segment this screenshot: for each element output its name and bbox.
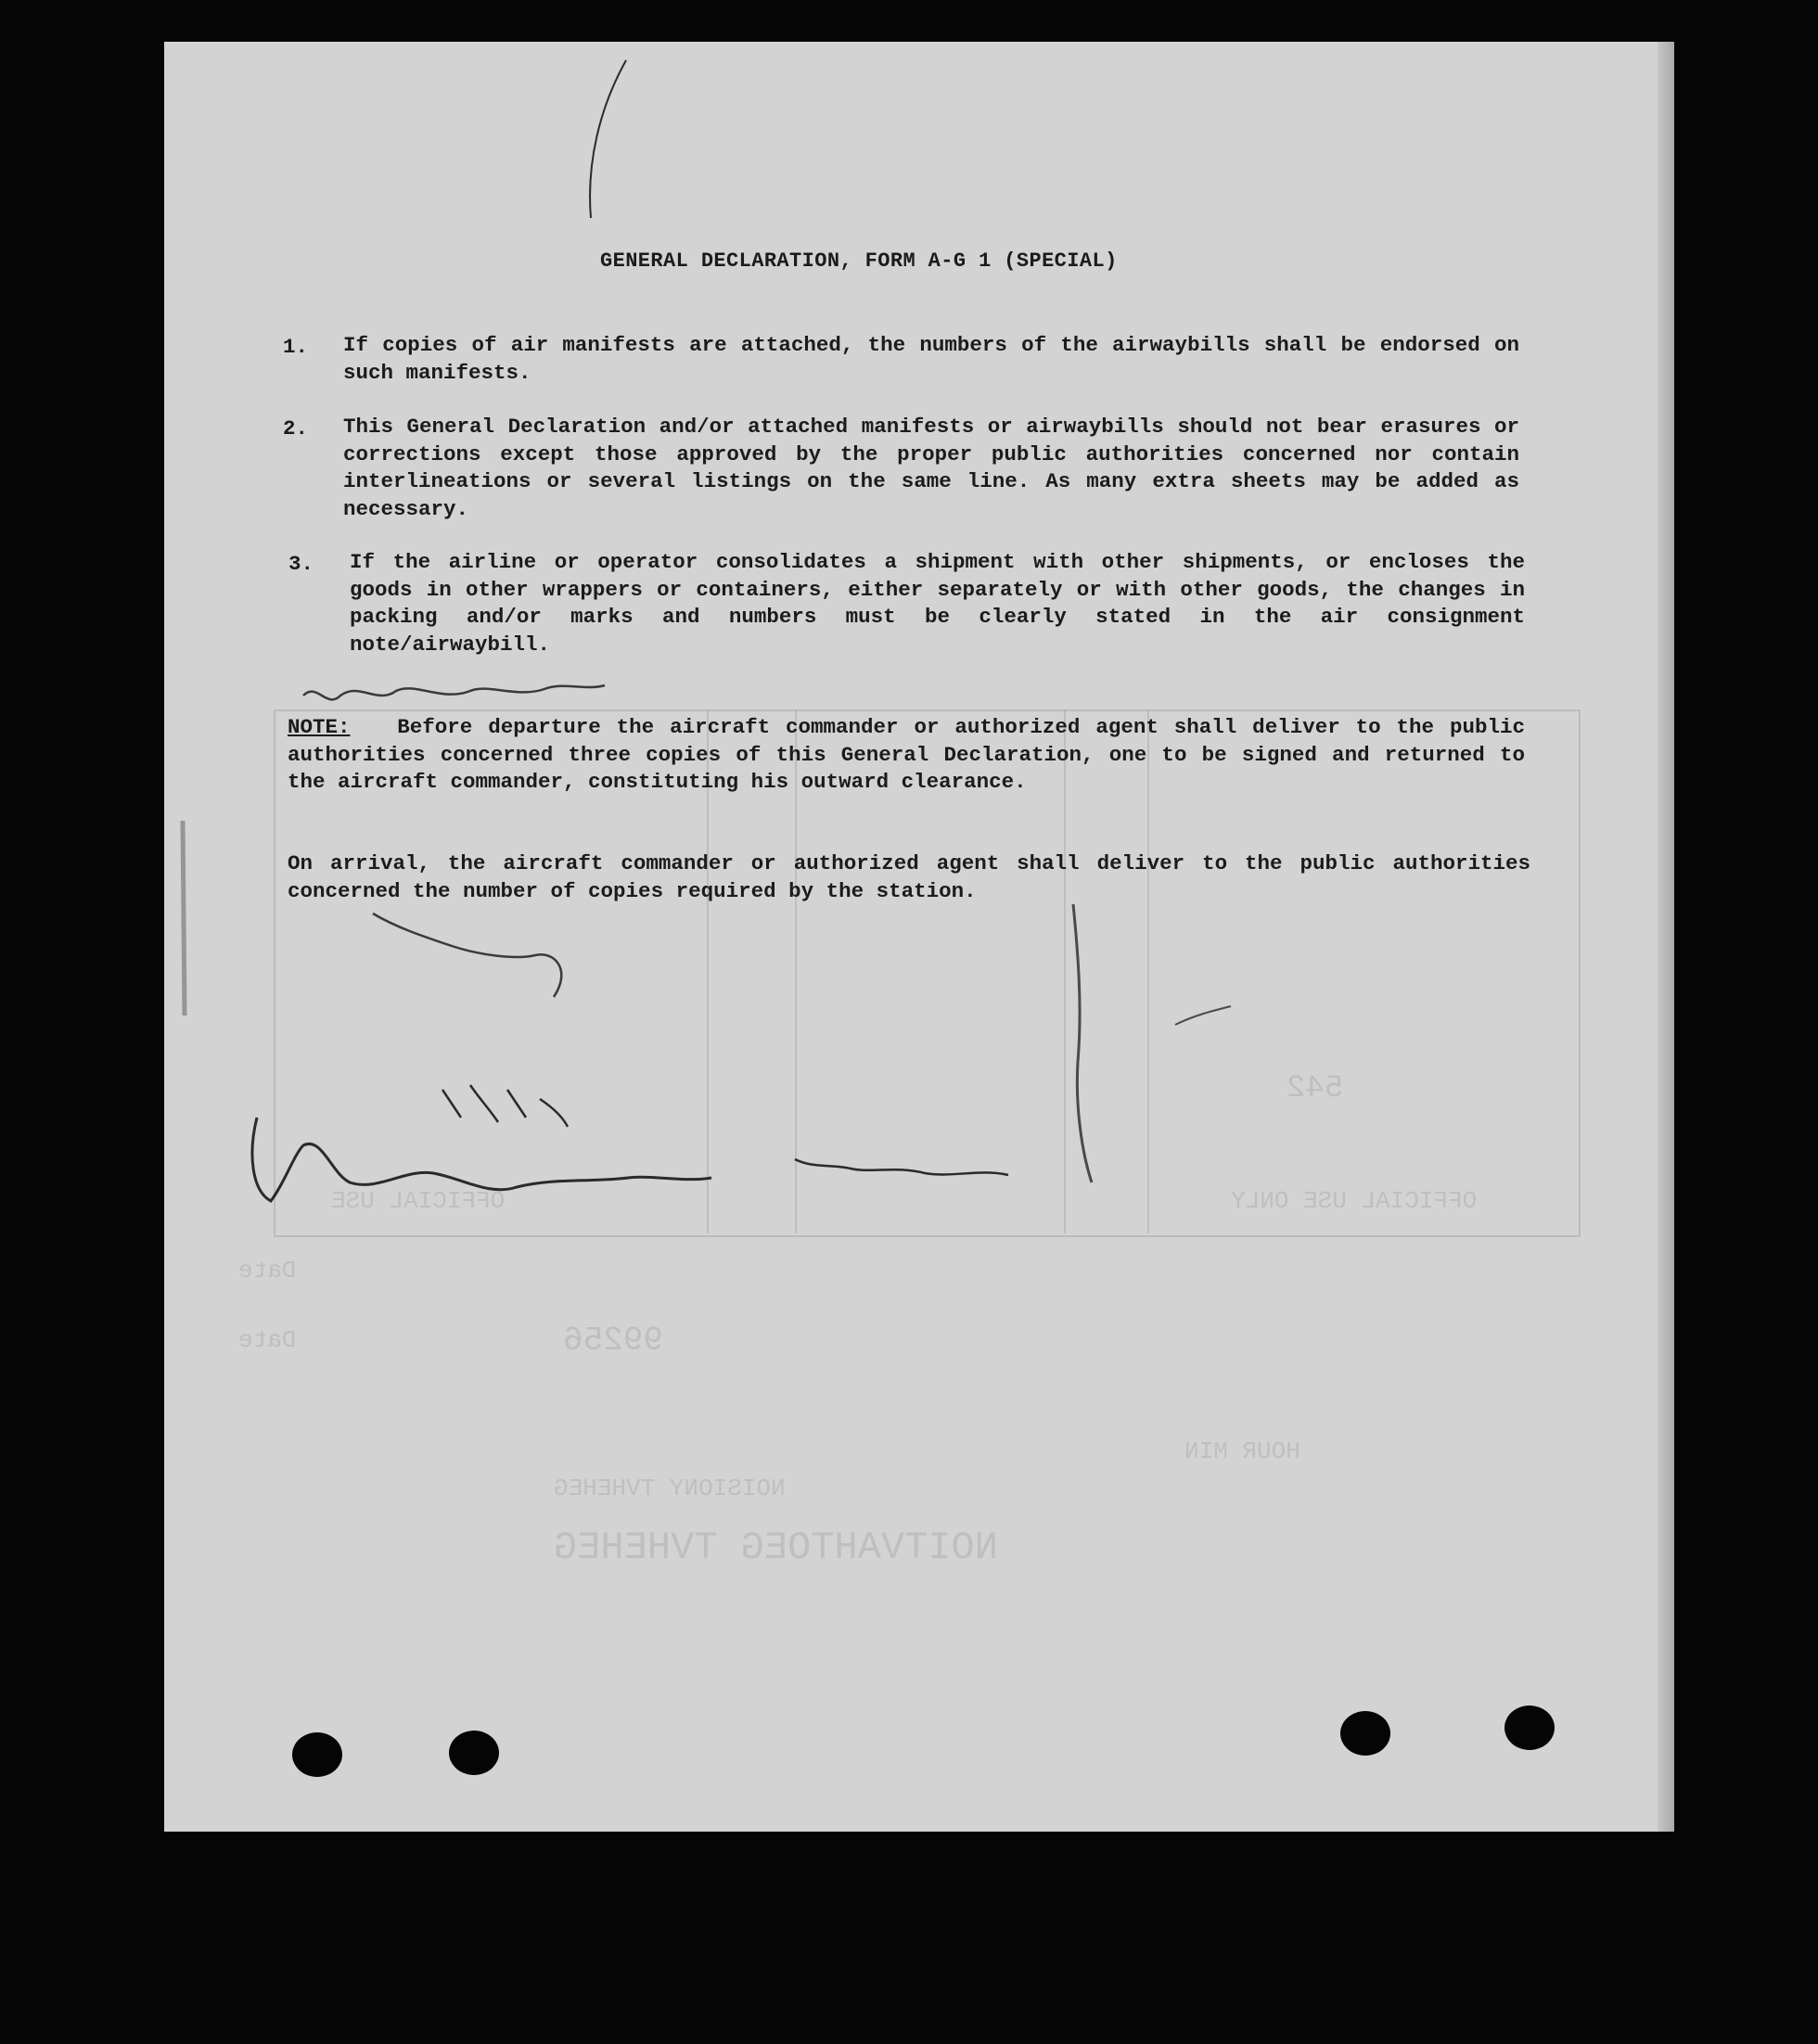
punch-hole [449,1731,499,1775]
note-text: Before departure the aircraft commander or authorized agent shall deliver to the public authorities concerned three copies of this General Declaration, one to be signed and returned to the aircraft commander, constituting his outward clearance. [288,715,1525,794]
bleed-through-text: OFFICIAL USE [331,1187,506,1215]
bleed-through-text: NOISIONY TVHEHEG [554,1475,786,1502]
punch-hole [1504,1705,1555,1750]
item-number: 2. [283,416,309,441]
bleed-through-text: NOITVAHTOEG TVHEHEG [554,1526,998,1570]
bleed-through-text: 542 [1287,1071,1344,1106]
item-text: This General Declaration and/or attached manifests or airwaybills should not bear erasures or corrections except those approved by the proper public authorities concerned nor contain interlineations or several listings on the same line. As many extra sheets may be added as necessary. [343,415,1519,521]
item-text: If the airline or operator consolidates a shipment with other shipments, or encloses the goods in other wrappers or containers, either separately or with other goods, the changes in packing and/or marks and numbers must be clearly stated in the air consignment note/airwaybill. [350,550,1525,657]
bleed-through-text: 99256 [563,1322,664,1360]
bleed-through-text: Date [238,1326,297,1354]
item-text: If copies of air manifests are attached, the numbers of the airwaybills shall be endorsed on such manifests. [343,333,1519,385]
punch-hole [292,1732,342,1777]
bleed-through-text: HOUR MIN [1184,1437,1300,1465]
punch-hole [1340,1711,1390,1756]
item-number: 3. [288,552,314,576]
document-title: GENERAL DECLARATION, FORM A-G 1 (SPECIAL) [600,249,1118,273]
document-page [164,42,1674,1832]
item-number: 1. [283,335,309,359]
bleed-through-text: Date [238,1257,297,1284]
arrival-paragraph: On arrival, the aircraft commander or authorized agent shall deliver to the public authorities concerned the number of copies required by the station. [288,851,1530,903]
bleed-through-text: OFFICIAL USE ONLY [1231,1187,1478,1215]
note-label: NOTE: [288,715,351,739]
handwritten-marks [164,42,1674,1832]
